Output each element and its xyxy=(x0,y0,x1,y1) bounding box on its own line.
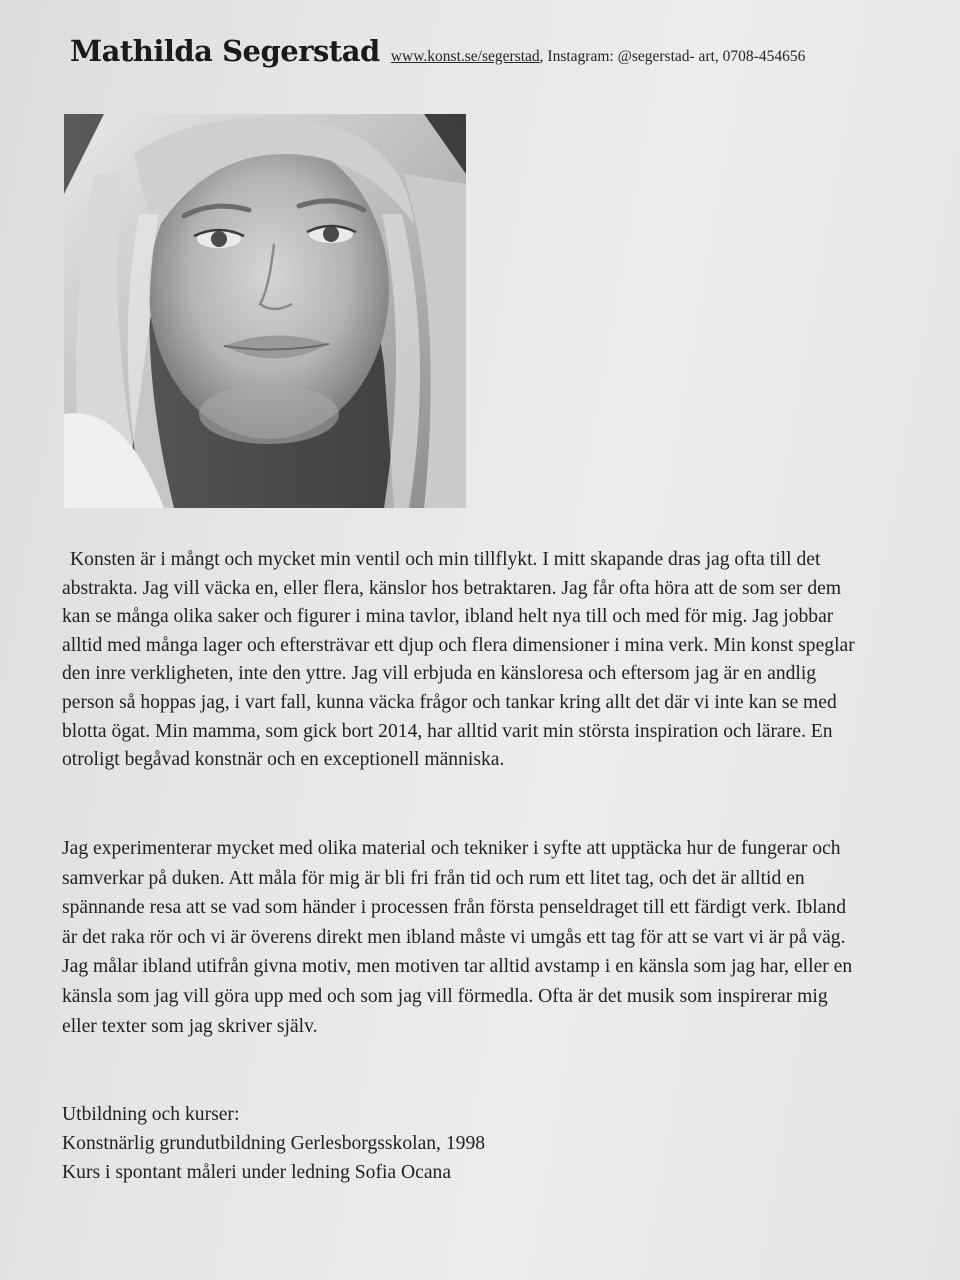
contact-line xyxy=(391,48,805,65)
portrait-photo xyxy=(64,114,466,508)
education-item: Kurs i spontant måleri under ledning Sofia Ocana xyxy=(62,1162,452,1183)
header xyxy=(70,34,930,68)
artist-statement-paragraph-1 xyxy=(62,546,862,775)
contact-details: , Instagram: @segerstad- art, 0708-454656 xyxy=(539,48,806,65)
artist-name: Mathilda Segerstad xyxy=(70,34,380,68)
statement-text-1: Konsten är i mångt och mycket min ventil och min tillflykt. I mitt skapande dras jag ofta till det abstrakta. Jag vill väcka en, eller flera, känslor hos betraktaren. Jag får ofta höra att de som ser dem kan se många olika saker och figurer i mina tavlor, ibland helt nya till och med för mig. Jag jobbar alltid med många lager och eftersträvar ett djup och flera dimensioner i mina verk. Min konst speglar den inre verkligheten, inte den yttre. Jag vill erbjuda en känsloresa och eftersom jag är en andlig person så hoppas jag, i vart fall, kunna väcka frågor och tankar kring allt det där vi inte kan se med blotta ögat. Min mamma, som gick bort 2014, har alltid varit min största inspiration och lärare. En otroligt begåvad konstnär och en exceptionell människa. xyxy=(62,549,855,771)
artist-statement-paragraph-2: Jag experimenterar mycket med olika material och tekniker i syfte att upptäcka hur de fungerar och samverkar på duken. Att måla för mig är bli fri från tid och rum ett litet tag, och det är alltid en spännande resa att se vad som händer i processen från första penseldraget till ett färdigt verk. Ibland är det raka rör och vi är överens direkt men ibland måste vi umgås ett tag för att se vart vi är på väg. Jag målar ibland utifrån givna motiv, men motiven tar alltid avstamp i en känsla som jag har, eller en känsla som jag vill göra upp med och som jag vill förmedla. Ofta är det musik som inspirerar mig eller texter som jag skriver själv. xyxy=(62,838,853,1037)
website-link[interactable]: www.konst.se/segerstad xyxy=(390,48,540,65)
education-section xyxy=(62,1100,862,1187)
education-item: Konstnärlig grundutbildning Gerlesborgsskolan, 1998 xyxy=(62,1133,486,1154)
portrait-illustration xyxy=(64,114,466,508)
education-heading: Utbildning och kurser: xyxy=(62,1104,240,1125)
